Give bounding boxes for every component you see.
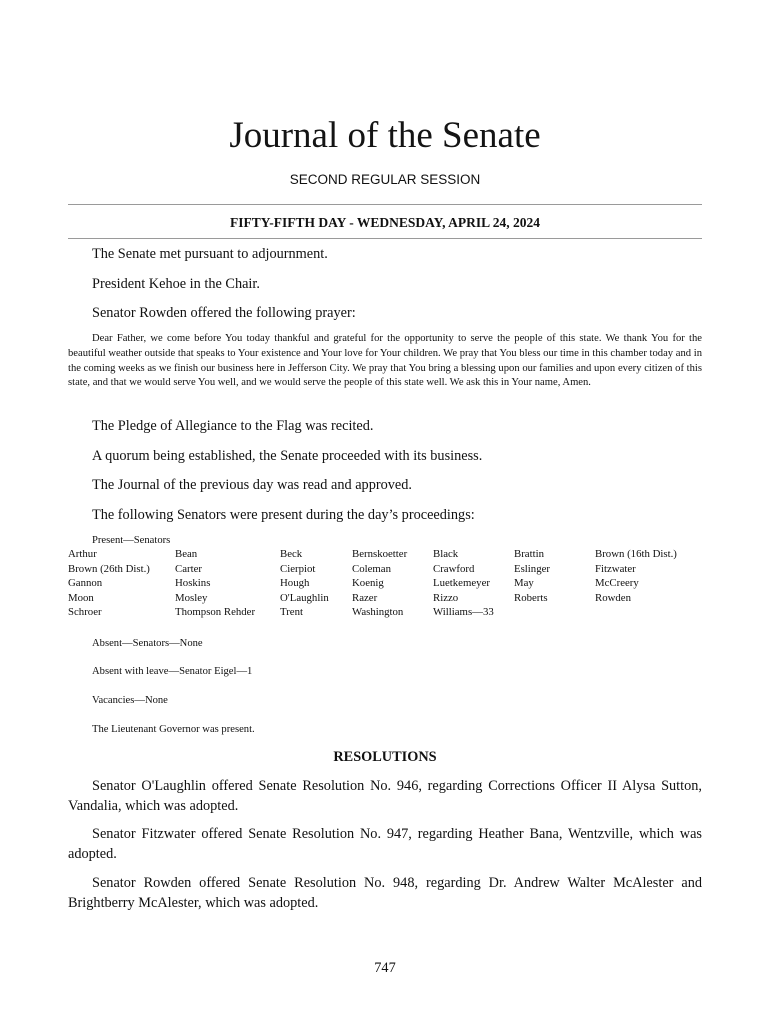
senator-name: Coleman bbox=[352, 562, 391, 575]
resolutions-heading: RESOLUTIONS bbox=[333, 749, 437, 765]
senator-name: Brown (26th Dist.) bbox=[68, 562, 150, 575]
senator-name: Black bbox=[433, 548, 459, 560]
senator-name: Carter bbox=[175, 562, 202, 575]
session-label: SECOND REGULAR SESSION bbox=[289, 172, 481, 187]
senator-name: Fitzwater bbox=[595, 562, 636, 575]
chair-text: President Kehoe in the Chair. bbox=[92, 276, 260, 292]
adjournment-text: The Senate met pursuant to adjournment. bbox=[92, 246, 328, 262]
senator-name: Schroer bbox=[68, 606, 102, 619]
pledge-text: The Pledge of Allegiance to the Flag was recited. bbox=[92, 418, 374, 434]
prayer-text: Dear Father, we come before You today thankful and grateful for the opportunity to serve the people of this state. We thank You for the beautiful weather outside that speaks to Your existence and Your love for Your children. We pray that You bless our time in this chamber today and in the coming weeks as we finish our business here in Jefferson City. We pray that You bring a blessing upon our families and upon every citizen of this state, and that we would serve You well, and we would serve the people of this state well. We ask this in Your name, Amen. bbox=[68, 333, 702, 389]
present-intro: The following Senators were present during the day’s proceedings: bbox=[92, 507, 475, 523]
absent-leave-text: Absent with leave—Senator Eigel—1 bbox=[92, 666, 253, 677]
senator-name: Williams—33 bbox=[433, 606, 494, 619]
page-number: 747 bbox=[374, 960, 396, 976]
lt-governor-text: The Lieutenant Governor was present. bbox=[92, 724, 255, 735]
prayer-intro: Senator Rowden offered the following prayer: bbox=[92, 305, 356, 321]
bottom-rule bbox=[68, 238, 702, 239]
senator-name: Thompson Rehder bbox=[175, 606, 256, 619]
absent-text: Absent—Senators—None bbox=[92, 638, 203, 649]
senator-name: Luetkemeyer bbox=[433, 577, 490, 590]
senator-name: Gannon bbox=[68, 577, 103, 590]
senator-name: Eslinger bbox=[514, 562, 550, 575]
resolution-item: Senator Fitzwater offered Senate Resolution No. 947, regarding Heather Bana, Wentzville, which was adopted. bbox=[68, 826, 702, 862]
senator-name: Washington bbox=[352, 606, 404, 619]
senator-name: May bbox=[514, 577, 534, 590]
present-label: Present—Senators bbox=[92, 535, 171, 546]
senator-name: Bernskoetter bbox=[352, 548, 408, 560]
senator-name: O'Laughlin bbox=[280, 591, 329, 604]
vacancies-text: Vacancies—None bbox=[92, 695, 168, 706]
day-line: FIFTY-FIFTH DAY - WEDNESDAY, APRIL 24, 2024 bbox=[229, 215, 541, 230]
senator-name: Cierpiot bbox=[280, 562, 316, 575]
senator-name: Razer bbox=[352, 591, 378, 604]
resolution-item: Senator Rowden offered Senate Resolution No. 948, regarding Dr. Andrew Walter McAlester and Brightberry McAlester, which was adopted. bbox=[68, 875, 702, 911]
senator-name: Hough bbox=[280, 577, 310, 590]
senator-name: Rizzo bbox=[433, 591, 459, 604]
senator-name: Rowden bbox=[595, 591, 631, 604]
senator-name: Roberts bbox=[514, 591, 548, 604]
resolution-item: Senator O'Laughlin offered Senate Resolution No. 946, regarding Corrections Officer II Alysa Sutton, Vandalia, which was adopted. bbox=[68, 778, 702, 814]
senator-name: Brown (16th Dist.) bbox=[595, 548, 677, 560]
senator-name: Crawford bbox=[433, 562, 475, 575]
senator-name: Beck bbox=[280, 548, 303, 560]
journal-approved-text: The Journal of the previous day was read and approved. bbox=[92, 477, 412, 493]
senator-name: Brattin bbox=[514, 548, 544, 560]
senator-name: Hoskins bbox=[175, 577, 211, 590]
senator-name: Koenig bbox=[352, 577, 384, 590]
senator-name: Mosley bbox=[175, 591, 208, 604]
senator-name: Moon bbox=[68, 591, 94, 604]
senator-name: Arthur bbox=[68, 548, 97, 560]
quorum-text: A quorum being established, the Senate proceeded with its business. bbox=[92, 448, 483, 464]
senator-name: Bean bbox=[175, 548, 198, 560]
senator-name: Trent bbox=[280, 606, 304, 619]
senator-name: McCreery bbox=[595, 577, 639, 590]
top-rule bbox=[68, 204, 702, 205]
page-title: Journal of the Senate bbox=[229, 115, 541, 156]
